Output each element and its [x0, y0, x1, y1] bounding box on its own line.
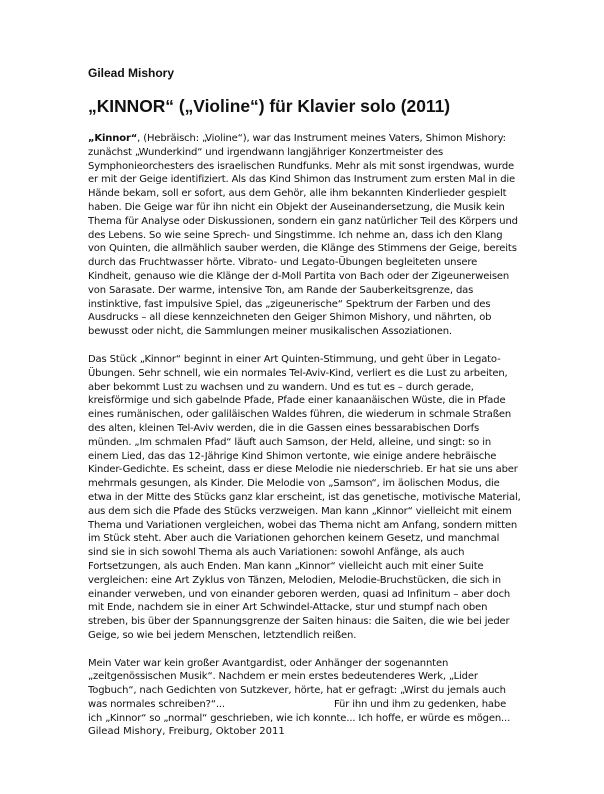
paragraph-3 [88, 657, 522, 726]
paragraph-2-text: Das Stück „Kinnor“ beginnt in einer Art Quinten-Stimmung, und geht über in Legato-Übungen. Sehr schnell, wie ein normales Tel-Aviv-Kind, verliert es die Lust zu arbeiten, aber bekommt Lust zu wachsen und zu wandern. Und es tut es – durch gerade, kreisförmige und sich gabelnde Pfade, Pfade einer kanaanäischen Wüste, die in Pfade eines rumänischen, oder galiläischen Waldes führen, die wiederum in schmale Straßen des alten, kleinen Tel-Aviv werden, die in die Gassen eines bessarabischen Dorfs münden. „Im schmalen Pfad“ läuft auch Samson, der Held, alleine, und singt: so in einem Lied, das das 12-Jährige Kind Shimon vertonte, wie einige andere hebräische Kinder-Gedichte. Es scheint, dass er diese Melodie nie niederschrieb. Er hat sie uns aber mehrmals gesungen, als Kinder. Die Melodie von „Samson“, im äolischen Modus, die etwa in der Mitte des Stücks ganz klar erscheint, ist das genetische, motivische Material, aus dem sich die Pfade des Stücks verzweigen. Man kann „Kinnor“ vielleicht mit einem Thema und Variationen vergleichen, wobei das Thema nicht am Anfang, sondern mitten im Stück steht. Aber auch die Variationen gehorchen keinem Gesetz, und manchmal sind sie in sich sowohl Thema als auch Variationen: sowohl Anfänge, als auch Fortsetzungen, als auch Enden. Man kann „Kinnor“ vielleicht auch mit einer Suite vergleichen: eine Art Zyklus von Tänzen, Melodien, Melodie-Bruchstücken, die sich in einander verweben, und von einander geboren werden, quasi ad Infinitum – aber doch mit Ende, nachdem sie in einer Art Schwindel-Attacke, stur und stumpf nach oben streben, bis über der Spannungsgrenze der Saiten hinaus: die Saiten, die wie bei jeder Geige, so wie bei jedem Menschen, letztendlich reißen. [88, 353, 521, 641]
footer-signature: Gilead Mishory, Freiburg, Oktober 2011 [88, 726, 285, 737]
page-title: „KINNOR“ („Violine“) für Klavier solo (2011) [88, 96, 451, 116]
paragraph-3-text: Mein Vater war kein großer Avantgardist, oder Anhänger der sogenannten „zeitgenössischen Musik“. Nachdem er mein erstes bedeutenderes Werk, „Lider Togbuch“, nach Gedichten von Sutzkever, hörte, hat er gefragt: „Wirst du jemals auch was normales schreiben?“... Für ihn und ihm zu gedenken, habe ich „Kinnor“ so „normal“ geschrieben, wie ich konnte... Ich hoffe, er würde es mögen... [88, 657, 511, 724]
author-name: Gilead Mishory [88, 66, 175, 80]
paragraph-1-text: , (Hebräisch: „Violine“), war das Instrument meines Vaters, Shimon Mishory: zunächst „Wunderkind“ und irgendwann langjähriger Konzertmeister des Symphonieorchesters des israelischen Rundfunks. Mehr als mit sonst irgendwas, wurde er mit der Geige identifiziert. Als das Kind Shimon das Instrument zum ersten Mal in die Hände bekam, soll er sofort, aus dem Gehör, alle ihm bekannten Kinderlieder gespielt haben. Die Geige war für ihn nicht ein Objekt der Auseinandersetzung, die Musik kein Thema für Analyse oder Diskussionen, sondern ein ganz natürlicher Teil des Körpers und des Lebens. So wie seine Sprech- und Singstimme. Ich nehme an, dass ich den Klang von Quinten, die allmählich sauber werden, die Klänge des Stimmens der Geige, bereits durch das Fruchtwasser hörte. Vibrato- und Legato-Übungen begleiteten unsere Kindheit, genauso wie die Klänge der d-Moll Partita von Bach oder der Zigeunerweisen von Sarasate. Der warme, intensive Ton, am Rande der Sauberkeitsgrenze, das instinktive, fast impulsive Spiel, das „zigeunerische“ Spektrum der Farben und des Ausdrucks – all diese kennzeichneten den Geiger Shimon Mishory, und nährten, ob bewusst oder nicht, die Sammlungen meiner musikalischen Assoziationen. [88, 133, 518, 338]
paragraph-1-lead: „Kinnor“ [88, 133, 138, 144]
paragraph-2 [88, 353, 522, 643]
paragraph-1 [88, 132, 522, 339]
